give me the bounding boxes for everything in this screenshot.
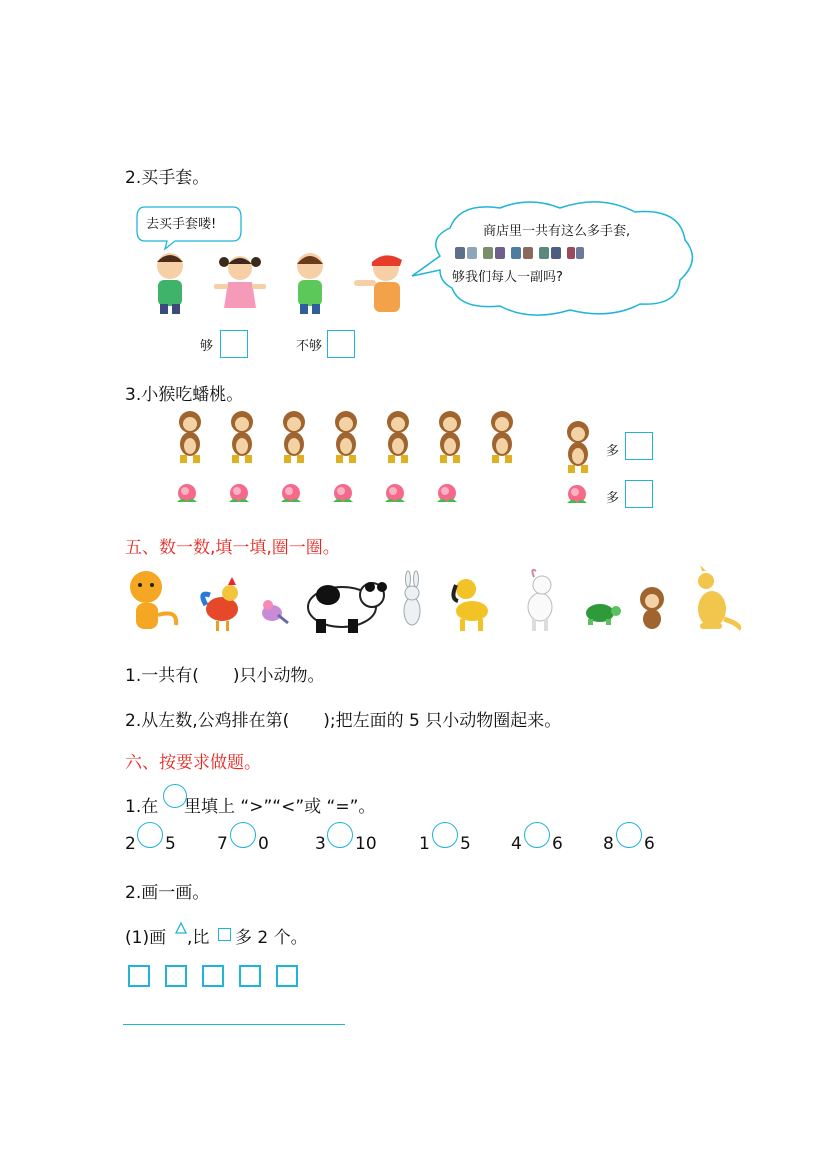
rooster-icon — [203, 577, 238, 631]
compare-answer-circle-5[interactable] — [524, 822, 550, 848]
section6-q2-sub-mid: ,比 — [187, 928, 210, 948]
square-shape — [165, 965, 187, 987]
gloves-image — [455, 245, 585, 261]
compare-left-2: 7 — [217, 834, 228, 854]
compare-answer-circle-2[interactable] — [230, 822, 256, 848]
bubble-right-line2: 够我们每人一副吗? — [452, 270, 563, 285]
tiger-icon — [130, 571, 176, 629]
not-enough-label: 不够 — [296, 339, 323, 354]
dog-icon — [453, 579, 488, 631]
peach-row — [175, 480, 475, 508]
square-shape — [276, 965, 298, 987]
compare-answer-circle-3[interactable] — [327, 822, 353, 848]
compare-left-3: 3 — [315, 834, 326, 854]
q3-title: 3.小猴吃蟠桃。 — [125, 385, 244, 405]
bubble-right-line1: 商店里一共有这么多手套, — [483, 224, 631, 239]
panda-icon — [308, 582, 387, 633]
section6-q2-title: 2.画一画。 — [125, 883, 210, 903]
section6-q2-sub-suffix: 多 2 个。 — [235, 928, 308, 948]
compare-right-2: 0 — [258, 834, 269, 854]
animals-row — [122, 565, 747, 637]
square-shape — [239, 965, 261, 987]
compare-right-5: 6 — [552, 834, 563, 854]
square-shape — [128, 965, 150, 987]
section6-q2-sub-prefix: (1)画 — [125, 928, 167, 948]
child-figure — [210, 252, 270, 320]
rabbit-icon — [404, 571, 420, 625]
bird-icon — [262, 600, 288, 623]
section5-title: 五、数一数,填一填,圈一圈。 — [125, 538, 340, 558]
monkey-row — [172, 408, 532, 466]
bubble-left-text: 去买手套喽! — [146, 217, 217, 232]
not-enough-answer-box[interactable] — [327, 330, 355, 358]
compare-right-3: 10 — [355, 834, 377, 854]
peach-icon — [565, 481, 591, 511]
section5-q1: 1.一共有( )只小动物。 — [125, 666, 325, 686]
section6-title: 六、按要求做题。 — [125, 753, 261, 773]
child-figure — [288, 250, 333, 320]
compare-left-1: 2 — [125, 834, 136, 854]
more-answer-box-1[interactable] — [625, 432, 653, 460]
compare-answer-circle-6[interactable] — [616, 822, 642, 848]
q2-title: 2.买手套。 — [125, 168, 210, 188]
drawing-answer-line[interactable] — [123, 1024, 345, 1025]
monkey-icon — [640, 587, 664, 629]
enough-label: 够 — [200, 339, 214, 354]
enough-answer-box[interactable] — [220, 330, 248, 358]
compare-right-6: 6 — [644, 834, 655, 854]
square-icon — [218, 928, 231, 941]
compare-answer-circle-4[interactable] — [432, 822, 458, 848]
compare-right-1: 5 — [165, 834, 176, 854]
turtle-icon — [586, 604, 621, 625]
compare-right-4: 5 — [460, 834, 471, 854]
compare-left-6: 8 — [603, 834, 614, 854]
more-label-2: 多 — [606, 491, 620, 506]
child-figure — [148, 250, 193, 320]
section6-q1-suffix: 里填上 “>”“<”或 “=”。 — [184, 797, 376, 817]
compare-answer-circle-1[interactable] — [137, 822, 163, 848]
child-figure — [352, 250, 412, 324]
goat-icon — [528, 570, 552, 631]
compare-left-5: 4 — [511, 834, 522, 854]
section6-q1-prefix: 1.在 — [125, 797, 159, 817]
monkey-icon — [560, 418, 596, 478]
triangle-icon — [175, 922, 187, 934]
more-answer-box-2[interactable] — [625, 480, 653, 508]
more-label-1: 多 — [606, 444, 620, 459]
square-shape — [202, 965, 224, 987]
section5-q2: 2.从左数,公鸡排在第( );把左面的 5 只小动物圈起来。 — [125, 711, 562, 731]
kangaroo-icon — [698, 565, 739, 629]
compare-left-4: 1 — [419, 834, 430, 854]
